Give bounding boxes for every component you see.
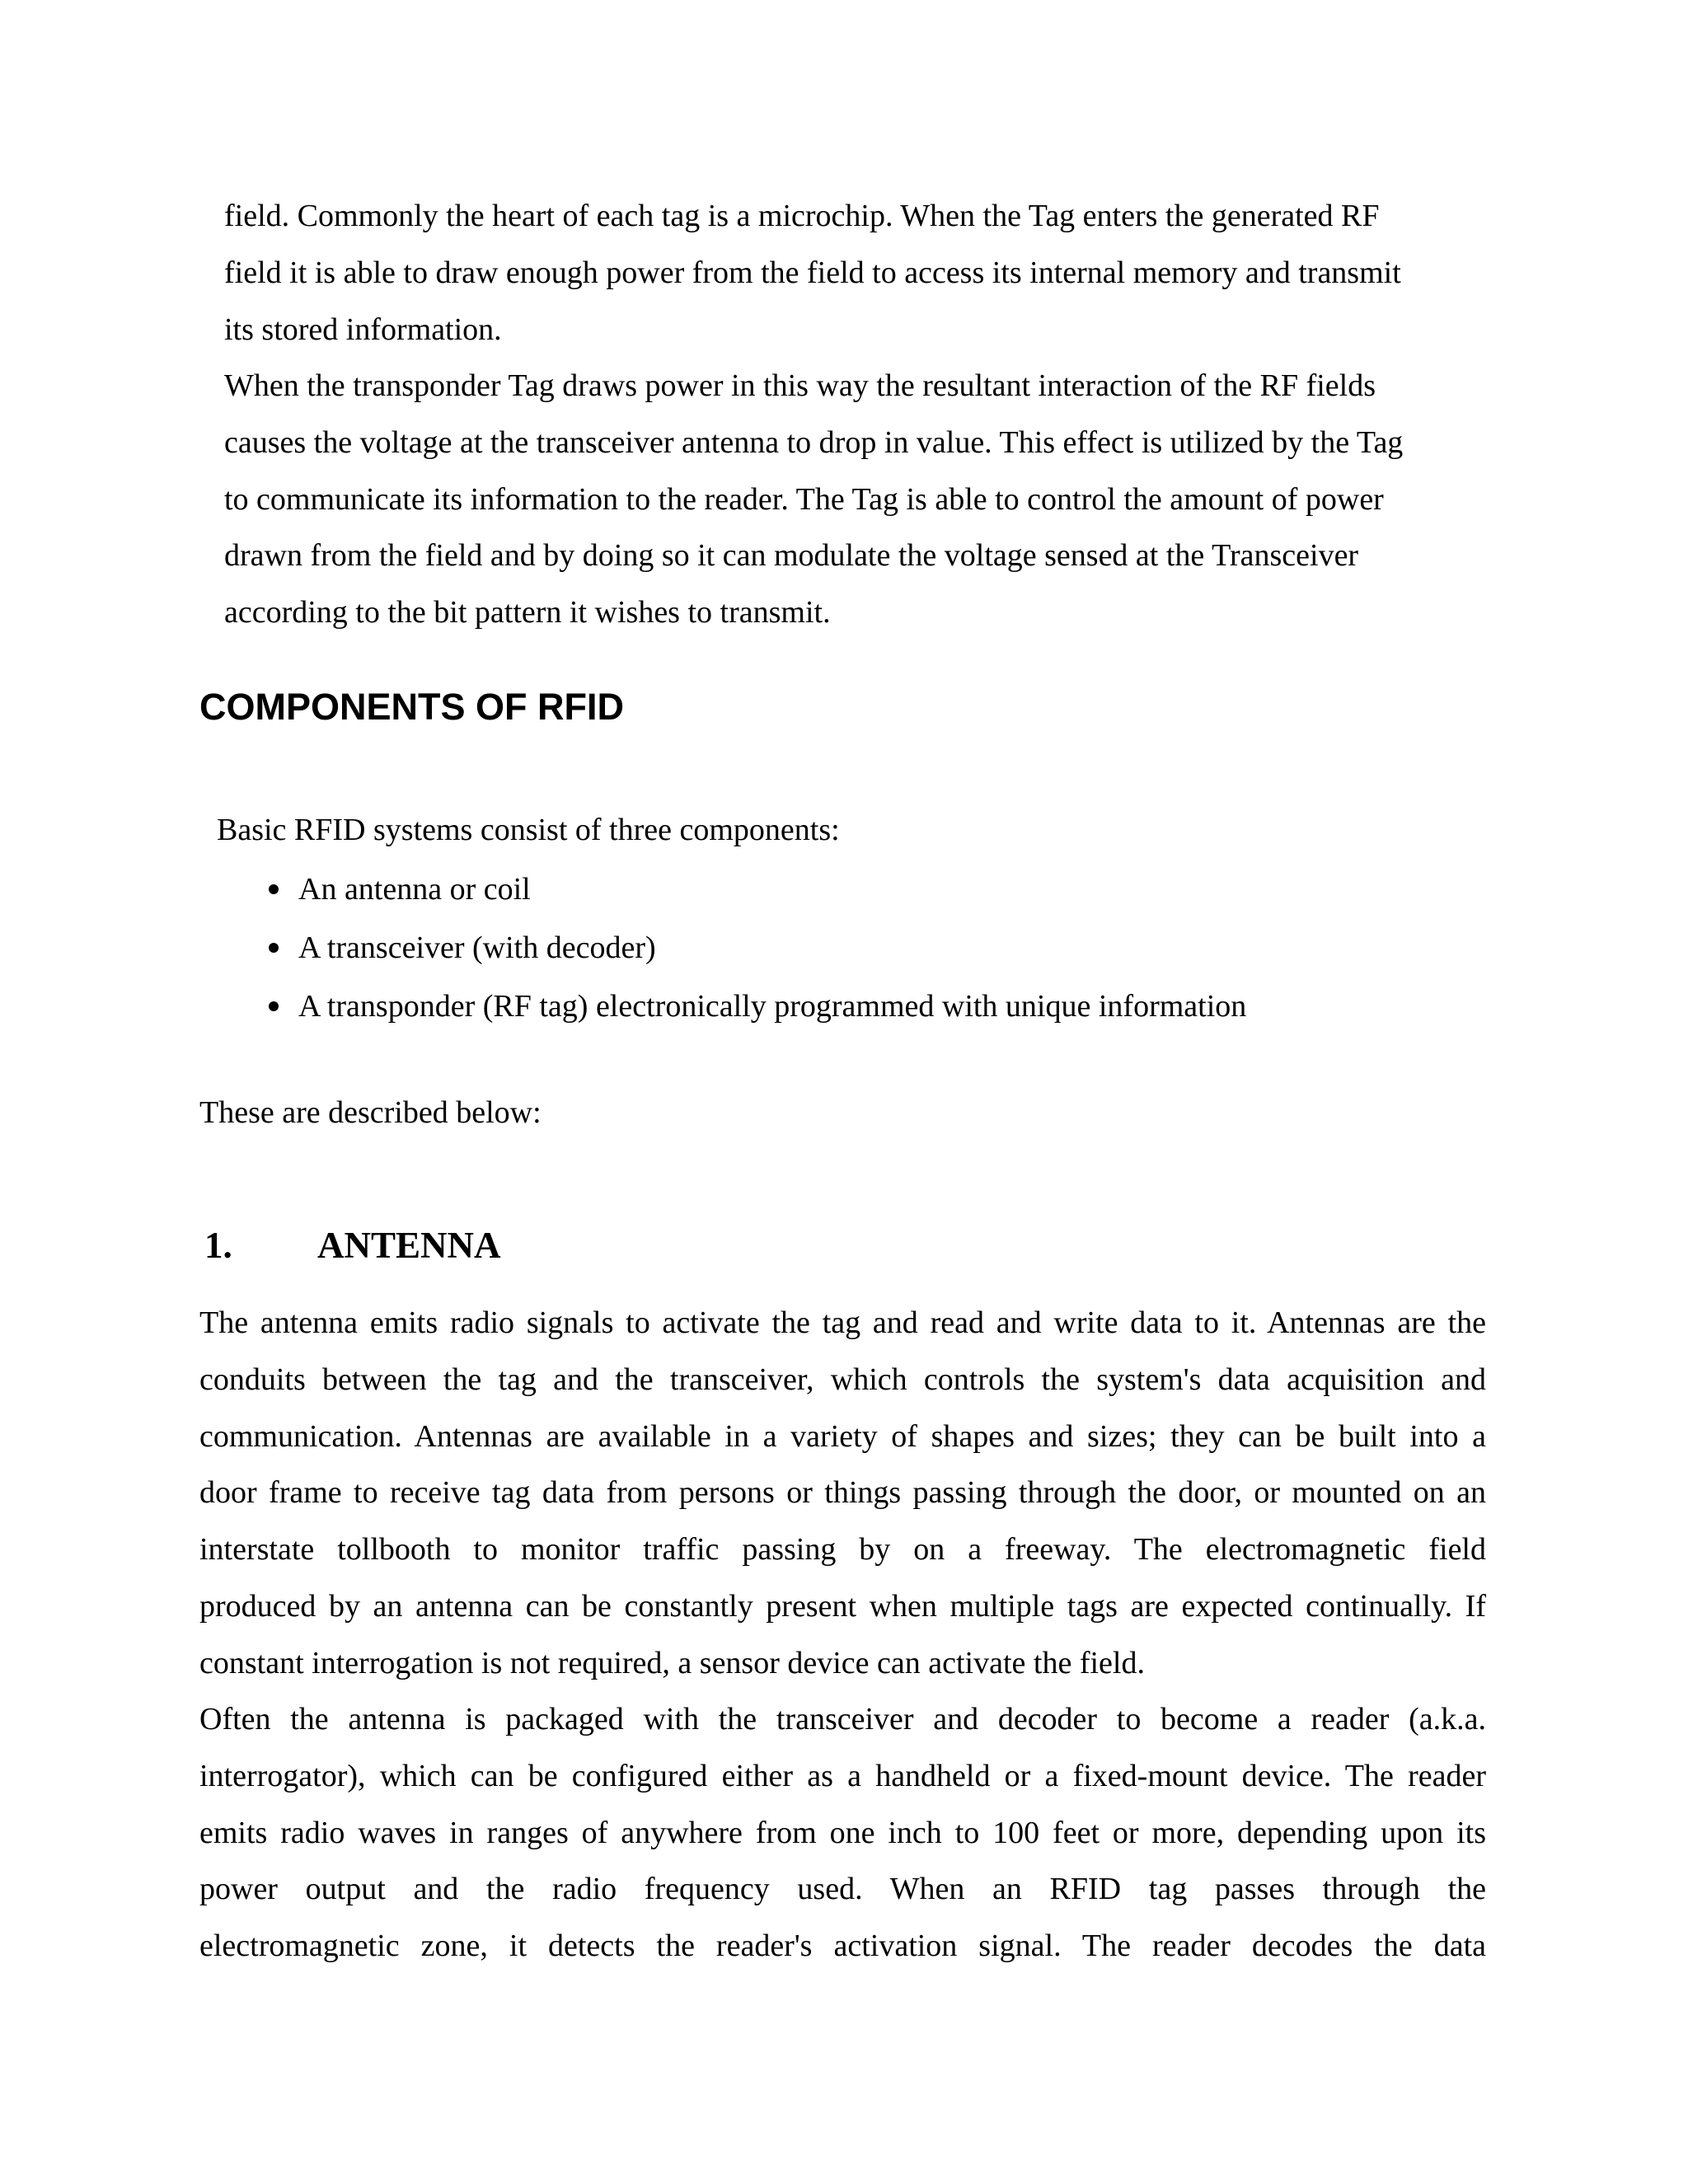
intro-line-6: to communicate its information to the reader. The Tag is able to control the amount of power	[224, 482, 1384, 517]
section-number: 1.	[204, 1225, 232, 1266]
list-item-text: A transponder (RF tag) electronically programmed with unique information	[298, 989, 1247, 1024]
antenna-line-9: interrogator), which can be configured either as a handheld or a fixed-mount device. The reader	[199, 1759, 1486, 1793]
antenna-line-4: door frame to receive tag data from persons or things passing through the door, or mounted on an	[199, 1475, 1486, 1510]
intro-line-1: field. Commonly the heart of each tag is a microchip. When the Tag enters the generated RF	[224, 199, 1380, 233]
intro-line-2: field it is able to draw enough power from the field to access its internal memory and transmit	[224, 255, 1401, 290]
intro-line-7: drawn from the field and by doing so it can modulate the voltage sensed at the Transceiver	[224, 538, 1359, 573]
antenna-line-1: The antenna emits radio signals to activate the tag and read and write data to it. Antennas are the	[199, 1305, 1486, 1340]
list-item	[265, 869, 1246, 928]
intro-line-5: causes the voltage at the transceiver antenna to drop in value. This effect is utilized by the Tag	[224, 425, 1404, 460]
described-below-text: These are described below:	[199, 1095, 542, 1130]
bullet-icon	[269, 1001, 279, 1011]
list-item-text: An antenna or coil	[298, 872, 531, 907]
antenna-line-7: constant interrogation is not required, a sensor device can activate the field.	[199, 1646, 1145, 1680]
list-item-text: A transceiver (with decoder)	[298, 930, 656, 965]
components-intro: Basic RFID systems consist of three components:	[217, 813, 840, 847]
antenna-line-3: communication. Antennas are available in a variety of shapes and sizes; they can be built into a	[199, 1419, 1486, 1454]
bullet-icon	[269, 884, 279, 894]
intro-line-3: its stored information.	[224, 312, 502, 347]
intro-line-4: When the transponder Tag draws power in this way the resultant interaction of the RF fields	[224, 368, 1376, 403]
antenna-line-11: power output and the radio frequency used. When an RFID tag passes through the	[199, 1872, 1486, 1906]
antenna-line-12: electromagnetic zone, it detects the reader's activation signal. The reader decodes the data	[199, 1929, 1486, 1963]
intro-line-8: according to the bit pattern it wishes to transmit.	[224, 595, 831, 630]
list-item	[265, 987, 1246, 1045]
components-heading: COMPONENTS OF RFID	[199, 686, 624, 728]
list-item	[265, 928, 1246, 987]
antenna-line-2: conduits between the tag and the transceiver, which controls the system's data acquisition and	[199, 1362, 1486, 1397]
components-list	[265, 869, 1246, 1045]
antenna-line-6: produced by an antenna can be constantly present when multiple tags are expected continually. If	[199, 1589, 1486, 1624]
antenna-line-10: emits radio waves in ranges of anywhere from one inch to 100 feet or more, depending upon its	[199, 1816, 1486, 1850]
antenna-line-5: interstate tollbooth to monitor traffic passing by on a freeway. The electromagnetic field	[199, 1532, 1486, 1567]
bullet-icon	[269, 943, 279, 953]
antenna-line-8: Often the antenna is packaged with the transceiver and decoder to become a reader (a.k.a.	[199, 1702, 1486, 1736]
section-title: ANTENNA	[317, 1225, 501, 1266]
